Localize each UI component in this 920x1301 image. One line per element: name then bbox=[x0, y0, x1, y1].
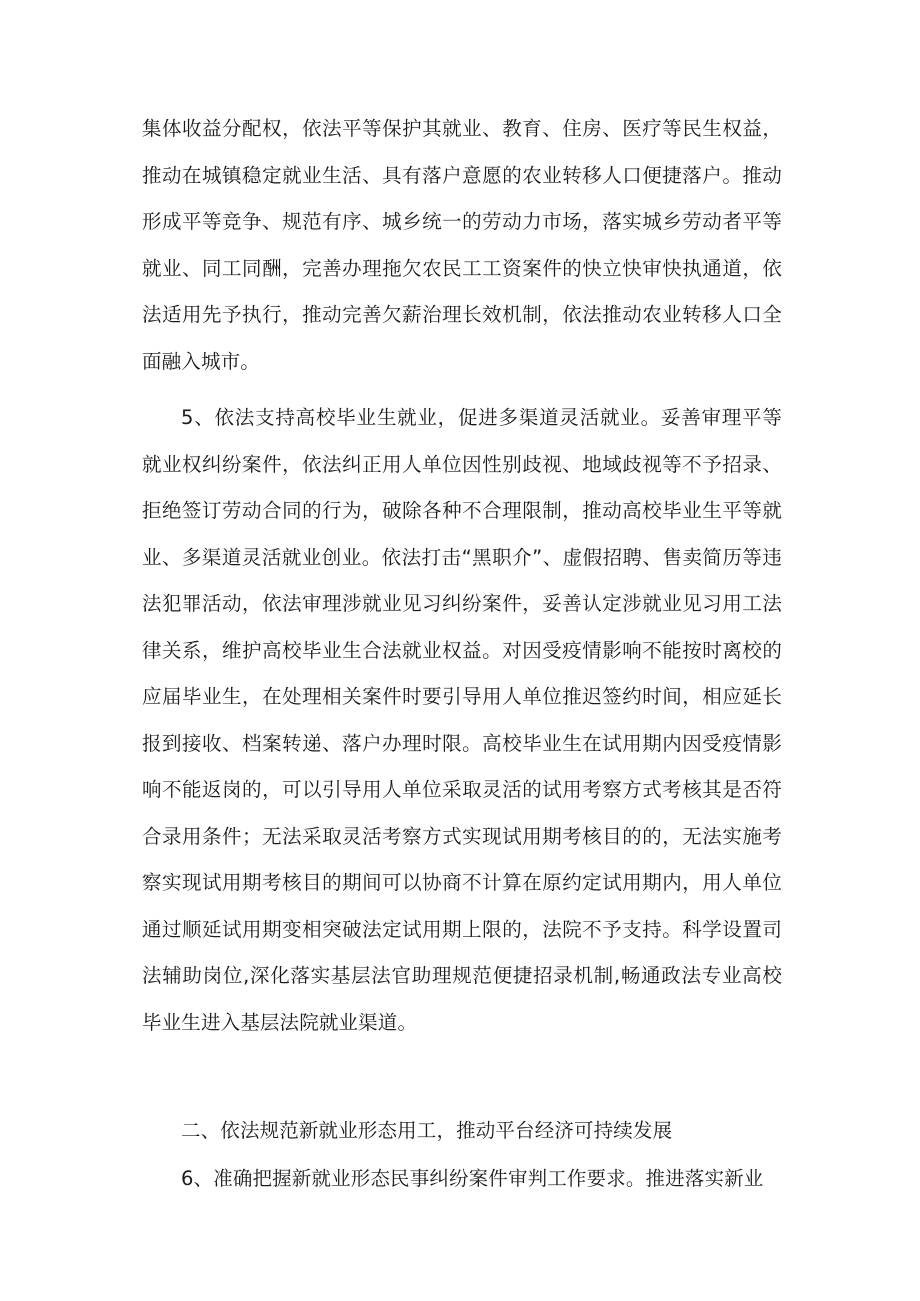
section-heading: 二、依法规范新就业形态用工，推动平台经济可持续发展 bbox=[181, 1119, 673, 1142]
paragraph-item-6: 6、准确把握新就业形态民事纠纷案件审判工作要求。推进落实新业 bbox=[181, 1167, 764, 1190]
paragraph-continuation: 集体收益分配权，依法平等保护其就业、教育、住房、医疗等民生权益，推动在城镇稳定就业生活、具有落户意愿的农业转移人口便捷落户。推动形成平等竞争、规范有序、城乡统一的劳动力市场，落实城乡劳动者平等就业、同工同酬，完善办理拖欠农民工工资案件的快立快审快执通道，依法适用先予执行，推动完善欠薪治理长效机制，依法推动农业转移人口全面融入城市。 bbox=[142, 117, 782, 373]
paragraph-item-5: 5、依法支持高校毕业生就业，促进多渠道灵活就业。妥善审理平等就业权纠纷案件，依法纠正用人单位因性别歧视、地域歧视等不予招录、拒绝签订劳动合同的行为，破除各种不合理限制，推动高校毕业生平等就业、多渠道灵活就业创业。依法打击“黑职介”、虚假招聘、售卖简历等违法犯罪活动，依法审理涉就业见习纠纷案件，妥善认定涉就业见习用工法律关系，维护高校毕业生合法就业权益。对因受疫情影响不能按时离校的应届毕业生，在处理相关案件时要引导用人单位推迟签约时间，相应延长报到接收、档案转递、落户办理时限。高校毕业生在试用期内因受疫情影响不能返岗的，可以引导用人单位采取灵活的试用考察方式考核其是否符合录用条件；无法采取灵活考察方式实现试用期考核目的的，无法实施考察实现试用期考核目的期间可以协商不计算在原约定试用期内，用人单位通过顺延试用期变相突破法定试用期上限的，法院不予支持。科学设置司法辅助岗位,深化落实基层法官助理规范便捷招录机制,畅通政法专业高校毕业生进入基层法院就业渠道。 bbox=[142, 406, 782, 1034]
